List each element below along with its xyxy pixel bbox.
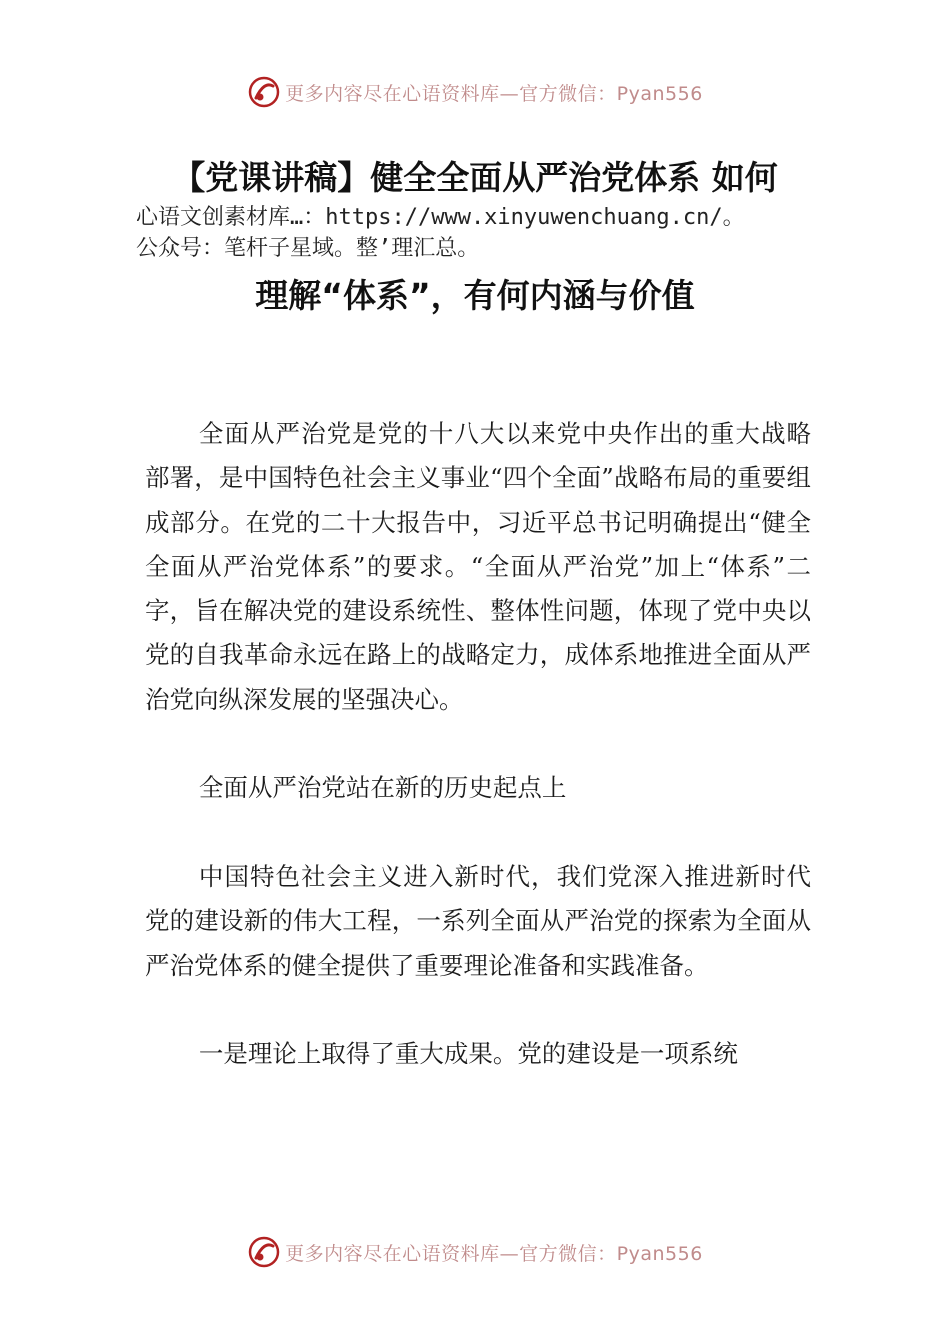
body-paragraph: 中国特色社会主义进入新时代，我们党深入推进新时代党的建设新的伟大工程，一系列全面从严治党的探索为全面从严治党体系的健全提供了重要理论准备和实践准备。 — [145, 861, 811, 980]
document-body — [145, 412, 811, 1121]
brand-logo-icon — [247, 1235, 281, 1269]
watermark-account-line: 公众号：笔杆子星域。整’理汇总。 — [136, 236, 480, 261]
body-paragraph: 一是理论上取得了重大成果。党的建设是一项系统 — [198, 1039, 738, 1069]
document-title-line2: 理解“体系”，有何内涵与价值 — [255, 276, 695, 315]
banner-text: 更多内容尽在心语资料库—官方微信：Pyan556 — [285, 82, 703, 105]
watermark-source-line: 心语文创素材库…：https://www.xinyuwenchuang.cn/。 — [136, 205, 745, 230]
brand-logo-icon — [247, 75, 281, 109]
footer-banner — [0, 1230, 950, 1274]
body-paragraph: 全面从严治党是党的十八大以来党中央作出的重大战略部署，是中国特色社会主义事业“四个全面”战略布局的重要组成部分。在党的二十大报告中，习近平总书记明确提出“健全全面从严治党体系”的要求。“全面从严治党”加上“体系”二字，旨在解决党的建设系统性、整体性问题，体现了党中央以党的自我革命永远在路上的战略定力，成体系地推进全面从严治党向纵深发展的坚强决心。 — [145, 419, 811, 714]
banner-text: 更多内容尽在心语资料库—官方微信：Pyan556 — [285, 1242, 703, 1265]
section-heading: 全面从严治党站在新的历史起点上 — [198, 773, 567, 803]
header-banner — [0, 70, 950, 114]
document-title-line1: 【党课讲稿】健全全面从严治党体系 如何 — [172, 158, 778, 197]
